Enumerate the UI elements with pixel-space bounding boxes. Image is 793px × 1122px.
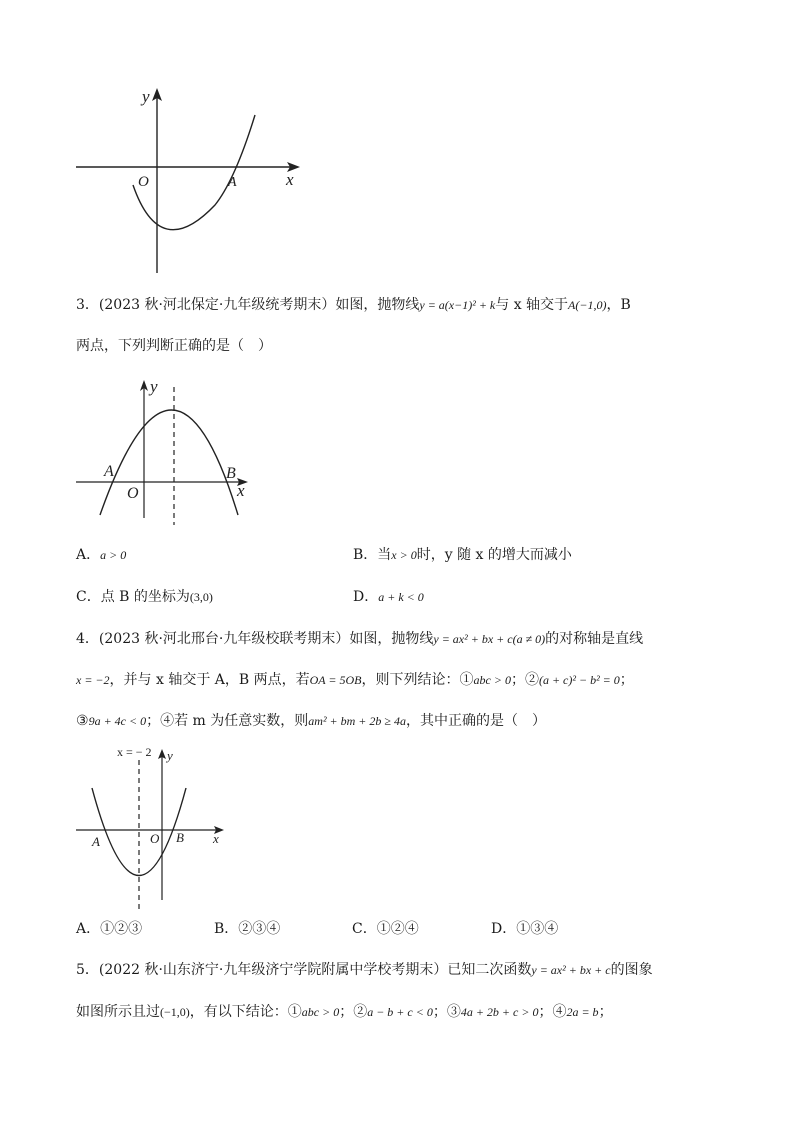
q3-option-a-math: a > 0 bbox=[100, 548, 127, 562]
q5-line-2-text-2: ，有以下结论：① bbox=[189, 1004, 302, 1020]
q4-option-d-text: D．①③④ bbox=[491, 921, 559, 937]
q3-option-b-suffix: 时，y 随 x 的增大而减小 bbox=[416, 547, 572, 563]
q3-option-d[interactable] bbox=[353, 587, 424, 607]
q4-line-3-text-2: ；④若 m 为任意实数，则 bbox=[146, 713, 309, 729]
q4-line-2-math-3: abc > 0 bbox=[473, 673, 511, 687]
q5-text-1: 已知二次函数 bbox=[447, 962, 532, 978]
q5-formula: y = ax² + bx + c bbox=[531, 963, 611, 977]
q4-line-3 bbox=[76, 711, 546, 731]
q5-line-2-math-2: abc > 0 bbox=[301, 1005, 340, 1019]
q4-line-2 bbox=[76, 670, 634, 690]
q4-line-2-text-1: ，并与 x 轴交于 A，B 两点，若 bbox=[109, 672, 310, 688]
point-b-label: B bbox=[176, 830, 184, 845]
q4-line-2-math-1: x = −2 bbox=[76, 673, 110, 687]
q3-option-b-math: x > 0 bbox=[391, 548, 417, 562]
q5-text-2: 的图象 bbox=[610, 962, 653, 978]
q4-line-3-math-2: am² + bm + 2b ≥ 4a bbox=[308, 714, 406, 728]
figure-q2-graph bbox=[70, 85, 310, 280]
q3-option-d-math: a + k < 0 bbox=[378, 590, 424, 604]
q4-line-2-math-4: (a + c)² − b² = 0 bbox=[538, 673, 620, 687]
point-b-label: B bbox=[226, 465, 236, 482]
q4-text-2: 的对称轴是直线 bbox=[545, 631, 644, 647]
q5-line-2-text-6: ； bbox=[598, 1004, 613, 1020]
q3-line-2 bbox=[76, 336, 272, 356]
symmetry-axis-label: x = − 2 bbox=[117, 745, 152, 759]
q3-option-d-prefix: D． bbox=[353, 589, 379, 605]
q4-number: 4． bbox=[76, 631, 99, 647]
origin-label: O bbox=[127, 485, 139, 502]
q5-number: 5． bbox=[76, 962, 99, 978]
q4-option-c[interactable] bbox=[352, 919, 419, 939]
q3-line-1 bbox=[76, 295, 631, 315]
q3-option-c[interactable] bbox=[76, 587, 213, 607]
q3-option-a-prefix: A． bbox=[76, 547, 101, 563]
q5-source: (2022 秋·山东济宁·九年级济宁学院附属中学校考期末） bbox=[98, 962, 448, 978]
y-axis-label: y bbox=[150, 377, 158, 396]
q5-line-2-text-5: ；④ bbox=[538, 1004, 567, 1020]
parabola-curve bbox=[133, 115, 255, 230]
x-axis-label: x bbox=[237, 481, 245, 500]
q3-source: (2023 秋·河北保定·九年级统考期末） bbox=[98, 297, 336, 313]
q4-text-1: 如图，抛物线 bbox=[349, 631, 434, 647]
x-axis-label: x bbox=[286, 170, 294, 189]
q3-formula: y = a(x−1)² + k bbox=[419, 298, 496, 312]
q3-option-c-prefix: C．点 B 的坐标为 bbox=[76, 589, 190, 605]
q4-line-3-text-3: ，其中正确的是（ ） bbox=[406, 713, 546, 729]
figure-q4-graph bbox=[70, 742, 235, 912]
q4-option-d[interactable] bbox=[491, 919, 558, 939]
x-axis-label: x bbox=[213, 831, 219, 846]
point-a-label: A bbox=[228, 175, 237, 190]
q4-option-a-text: A．①②③ bbox=[76, 921, 143, 937]
q5-line-2-text-3: ；② bbox=[339, 1004, 368, 1020]
q4-line-3-text-1: ③ bbox=[76, 713, 89, 729]
q4-option-b-text: B．②③④ bbox=[214, 921, 281, 937]
q4-formula: y = ax² + bx + c(a ≠ 0) bbox=[433, 632, 546, 646]
q3-text-2: 与 x 轴交于 bbox=[495, 297, 569, 313]
q5-line-2 bbox=[76, 1002, 613, 1022]
q3-text-1: 如图，抛物线 bbox=[335, 297, 420, 313]
q4-line-3-math-1: 9a + 4c < 0 bbox=[88, 714, 147, 728]
figure-q3-graph bbox=[70, 375, 270, 530]
q4-option-b[interactable] bbox=[214, 919, 280, 939]
q5-line-2-math-5: 2a = b bbox=[566, 1005, 599, 1019]
q4-line-2-math-2: OA = 5OB bbox=[309, 673, 362, 687]
y-axis-label: y bbox=[167, 748, 173, 763]
q4-line-1 bbox=[76, 629, 643, 649]
origin-label: O bbox=[150, 831, 160, 846]
point-a-label: A bbox=[104, 463, 114, 480]
q4-source: (2023 秋·河北邢台·九年级校联考期末） bbox=[98, 631, 350, 647]
q3-line-2-text: 两点，下列判断正确的是（ ） bbox=[76, 338, 272, 354]
q4-line-2-text-3: ；② bbox=[510, 672, 539, 688]
q5-line-2-text-4: ；③ bbox=[432, 1004, 461, 1020]
q4-option-c-text: C．①②④ bbox=[352, 921, 419, 937]
q3-option-a[interactable] bbox=[76, 545, 126, 565]
q4-option-a[interactable] bbox=[76, 919, 142, 939]
parabola-curve bbox=[100, 410, 238, 515]
origin-label: O bbox=[138, 174, 149, 190]
q3-point-a: A(−1,0) bbox=[568, 298, 607, 312]
q3-text-3: ，B bbox=[606, 297, 631, 313]
q5-line-1 bbox=[76, 960, 653, 980]
q5-line-2-math-4: 4a + 2b + c > 0 bbox=[460, 1005, 539, 1019]
q5-line-2-math-1: (−1,0) bbox=[160, 1005, 190, 1019]
q3-option-b[interactable] bbox=[353, 545, 572, 565]
q5-line-2-math-3: a − b + c < 0 bbox=[367, 1005, 433, 1019]
q4-line-2-text-2: ，则下列结论：① bbox=[361, 672, 474, 688]
q5-line-2-text-1: 如图所示且过 bbox=[76, 1004, 160, 1020]
y-axis-label: y bbox=[142, 87, 150, 106]
q3-number: 3． bbox=[76, 297, 99, 313]
q4-line-2-text-4: ； bbox=[619, 672, 634, 688]
point-a-label: A bbox=[92, 834, 100, 849]
q3-option-b-prefix: B．当 bbox=[353, 547, 392, 563]
q3-option-c-math: (3,0) bbox=[189, 590, 213, 604]
